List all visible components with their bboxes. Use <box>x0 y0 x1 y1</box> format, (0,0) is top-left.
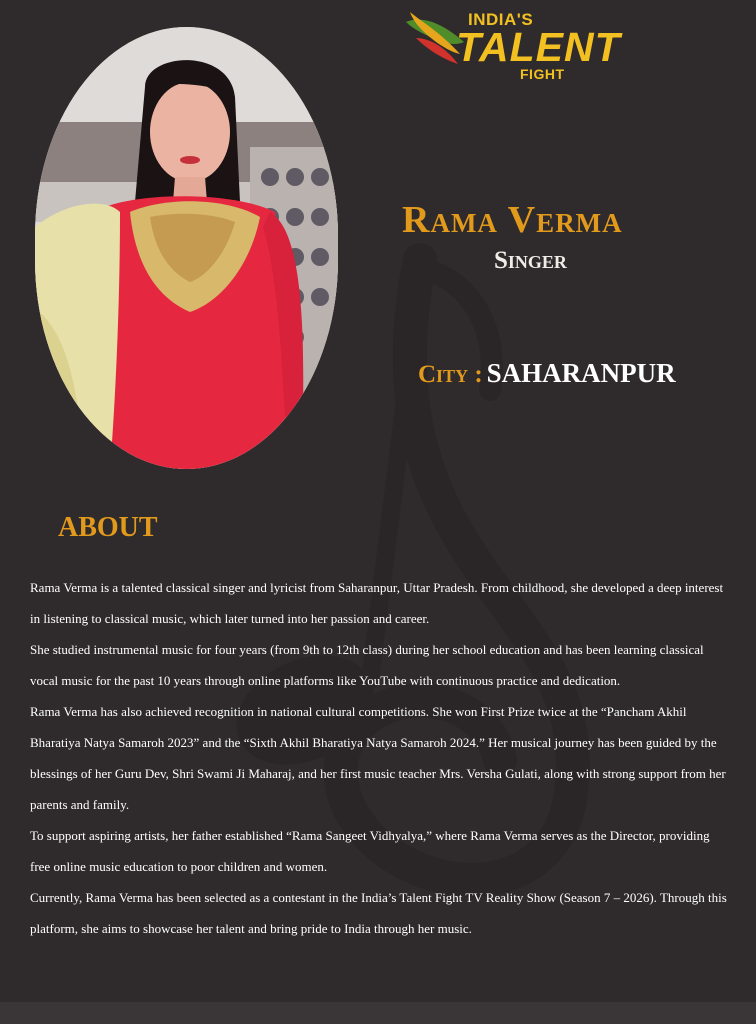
about-paragraph: She studied instrumental music for four years (from 9th to 12th class) during her school education and has been learning classical vocal music for the past 10 years through online platforms like YouTube with continuous practice and dedication. <box>30 642 704 688</box>
about-paragraph: To support aspiring artists, her father established “Rama Sangeet Vidhyalya,” where Rama Verma serves as the Director, providing free online music education to poor children and women. <box>30 828 710 874</box>
contestant-name: Rama Verma <box>402 199 623 241</box>
show-logo <box>402 6 621 82</box>
about-paragraph: Rama Verma has also achieved recognition in national cultural competitions. She won First Prize twice at the “Pancham Akhil Bharatiya Natya Samaroh 2023” and the “Sixth Akhil Bharatiya Natya Samaroh 2024.” Her musical journey has been guided by the blessings of her Guru Dev, Shri Swami Ji Maharaj, and her first music teacher Mrs. Versha Gulati, along with strong support from her parents and family. <box>30 704 726 812</box>
about-paragraph: Rama Verma is a talented classical singer and lyricist from Saharanpur, Uttar Pradesh. From childhood, she developed a deep interest in listening to classical music, which later turned into her passion and career. <box>30 580 724 626</box>
logo-line-2: TALENT <box>456 24 621 70</box>
footer-band <box>0 1002 756 1024</box>
about-heading: ABOUT <box>58 512 158 543</box>
city-value: SAHARANPUR <box>486 358 676 388</box>
about-paragraph: Currently, Rama Verma has been selected as a contestant in the India’s Talent Fight TV Reality Show (Season 7 – 2026). Through this platform, she aims to showcase her talent and bring pride to India through her music. <box>30 890 727 936</box>
city-label: City : <box>418 361 483 388</box>
profile-photo <box>35 27 338 469</box>
logo-line-3: FIGHT <box>520 66 565 82</box>
contestant-role: Singer <box>494 247 567 274</box>
city-row <box>418 358 676 389</box>
logo-line-1: INDIA'S <box>468 10 534 29</box>
about-body <box>30 572 730 944</box>
